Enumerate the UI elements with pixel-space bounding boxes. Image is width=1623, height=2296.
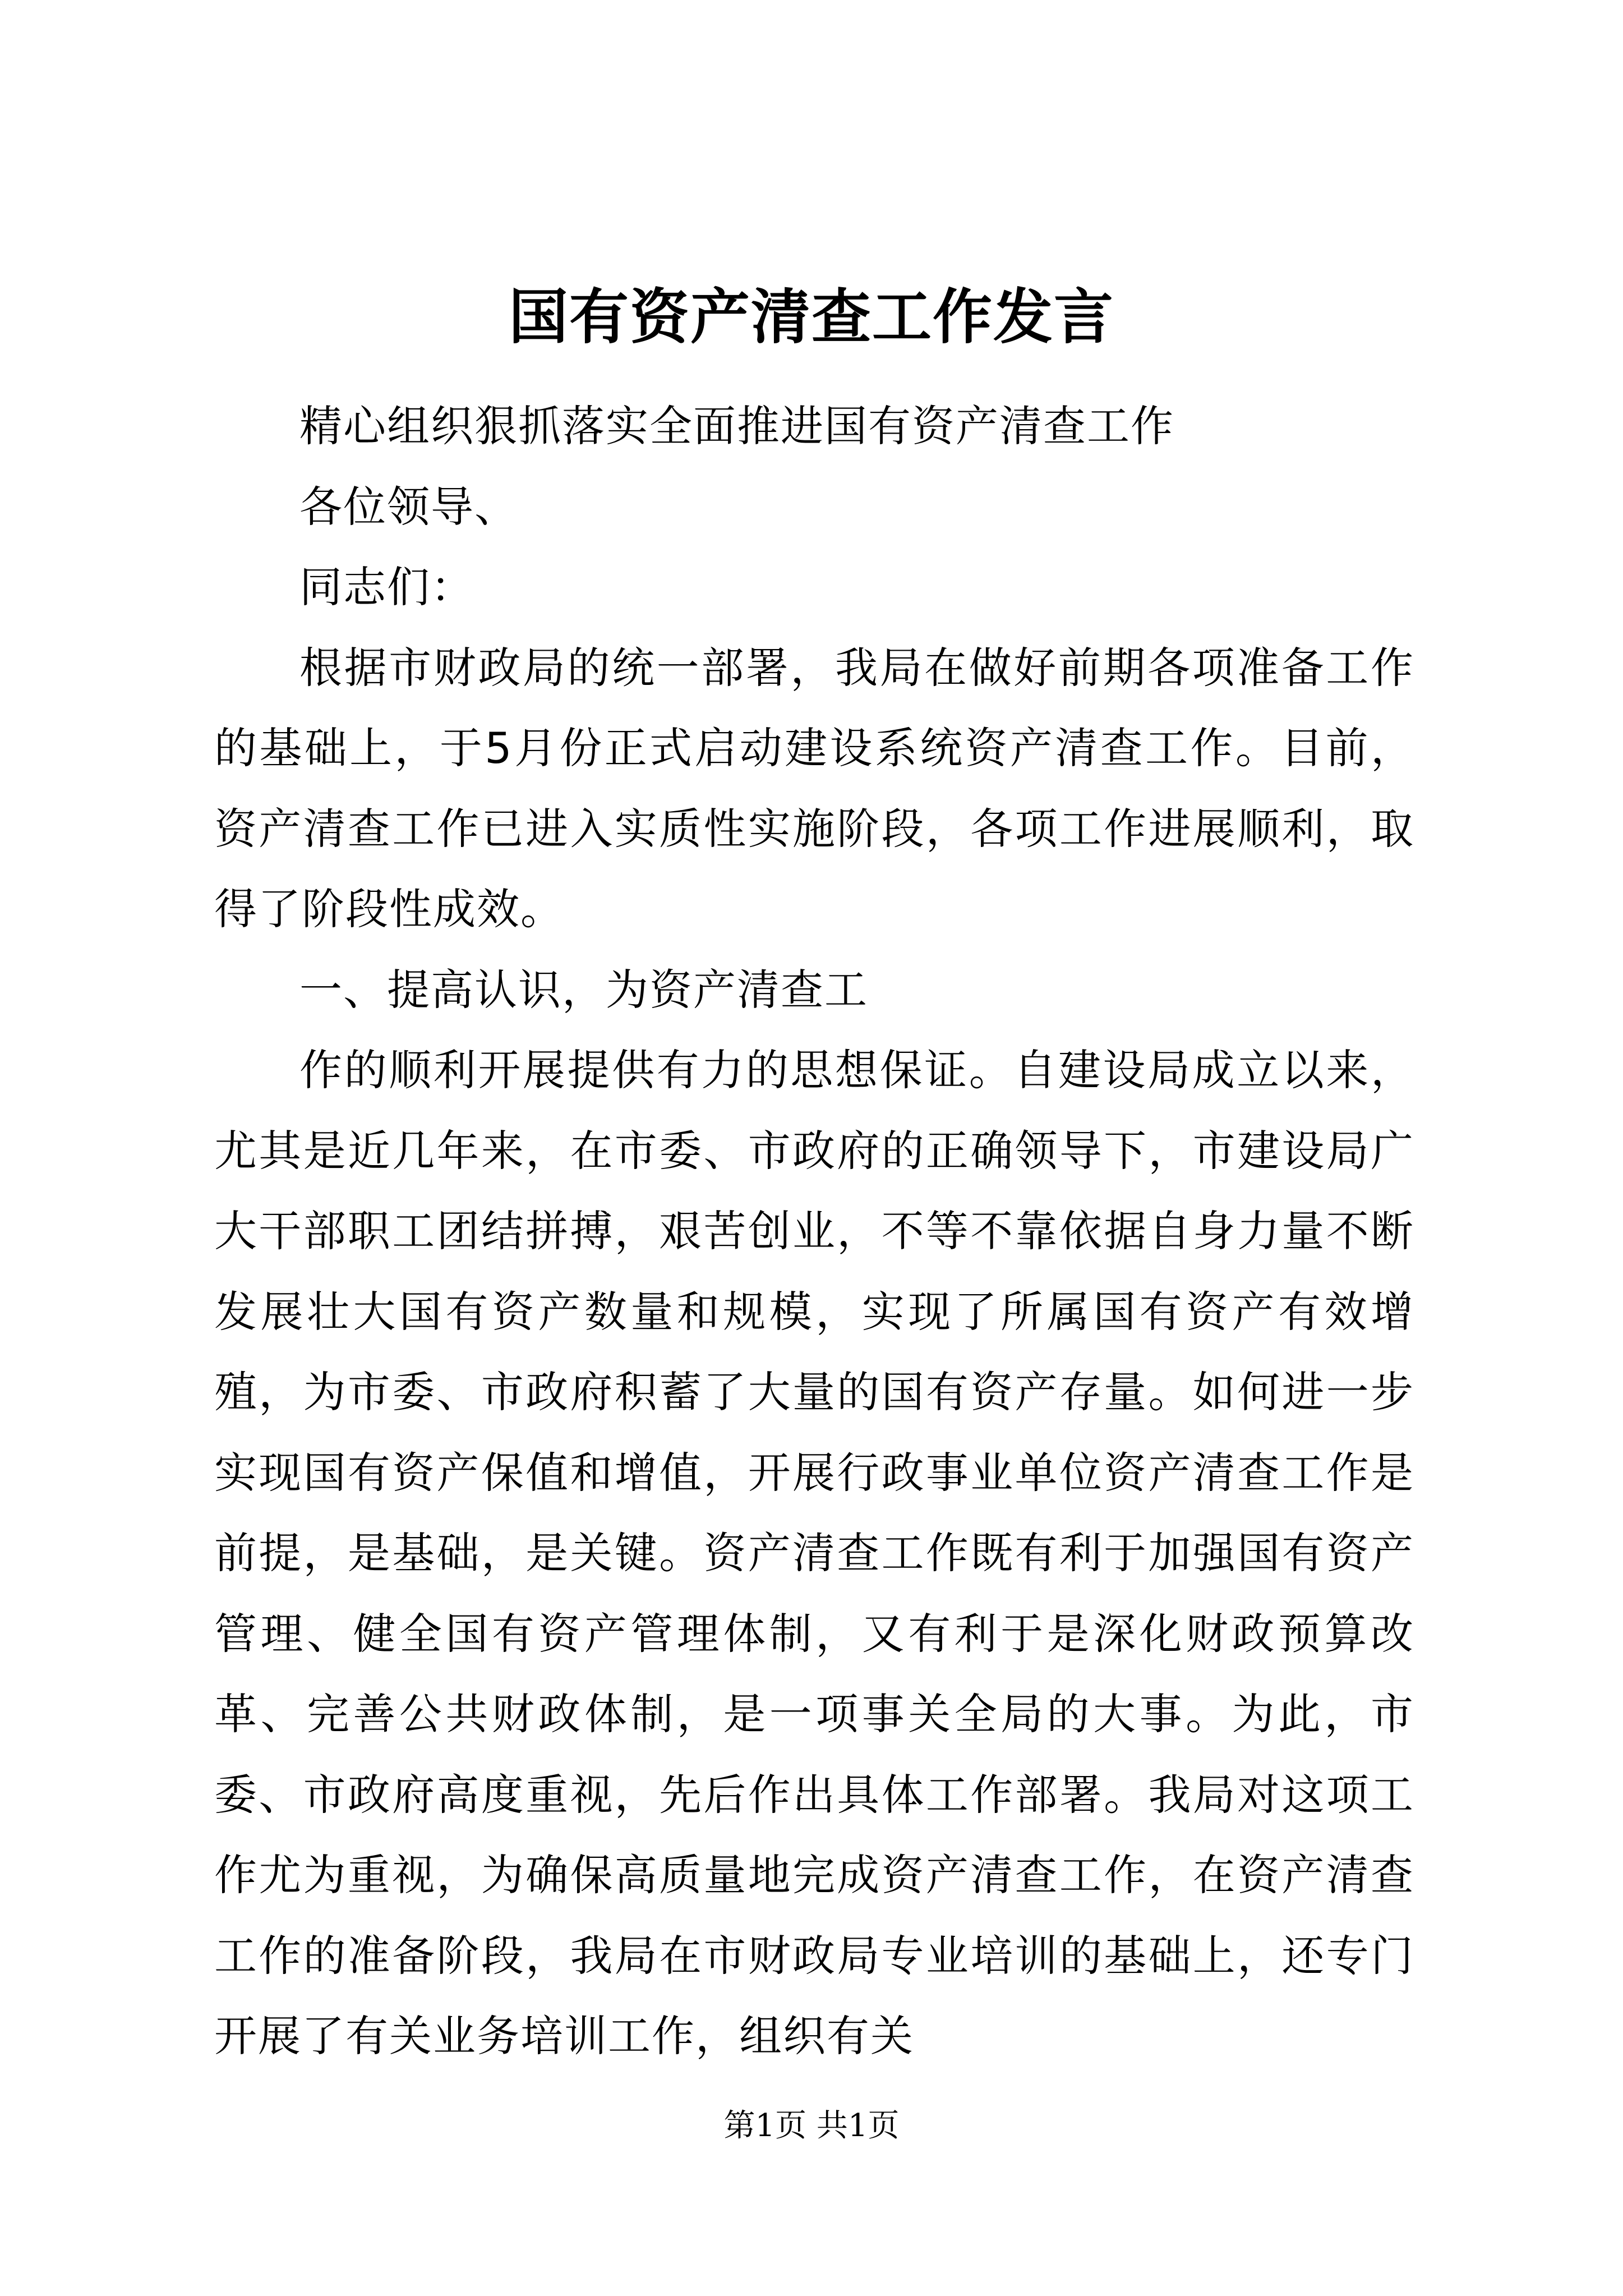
salutation-line-1: 各位领导、 xyxy=(299,481,518,532)
salutation-line-2: 同志们： xyxy=(299,562,474,612)
page-footer: 第1页 共1页 xyxy=(723,2108,900,2144)
section-heading: 一、提高认识，为资产清查工 xyxy=(299,964,868,1015)
document-title: 国有资产清查工作发言 xyxy=(509,282,1114,352)
subtitle-paragraph: 精心组织狠抓落实全面推进国有资产清查工作 xyxy=(299,401,1174,451)
body-paragraph: 根据市财政局的统一部署，我局在做好前期各项准备工作的基础上，于5月份正式启动建设系统资产清查工作。目前，资产清查工作已进入实质性实施阶段，各项工作进展顺利，取得了阶段性成效。 xyxy=(214,642,1414,934)
body-paragraph: 作的顺利开展提供有力的思想保证。自建设局成立以来，尤其是近几年来，在市委、市政府的正确领导下，市建设局广大干部职工团结拼搏，艰苦创业，不等不靠依据自身力量不断发展壮大国有资产数量和规模，实现了所属国有资产有效增殖，为市委、市政府积蓄了大量的国有资产存量。如何进一步实现国有资产保值和增值，开展行政事业单位资产清查工作是前提，是基础，是关键。资产清查工作既有利于加强国有资产管理、健全国有资产管理体制，又有利于是深化财政预算改革、完善公共财政体制，是一项事关全局的大事。为此，市委、市政府高度重视，先后作出具体工作部署。我局对这项工作尤为重视，为确保高质量地完成资产清查工作，在资产清查工作的准备阶段，我局在市财政局专业培训的基础上，还专门开展了有关业务培训工作，组织有关 xyxy=(214,1045,1414,2061)
document-body xyxy=(214,386,1414,2077)
